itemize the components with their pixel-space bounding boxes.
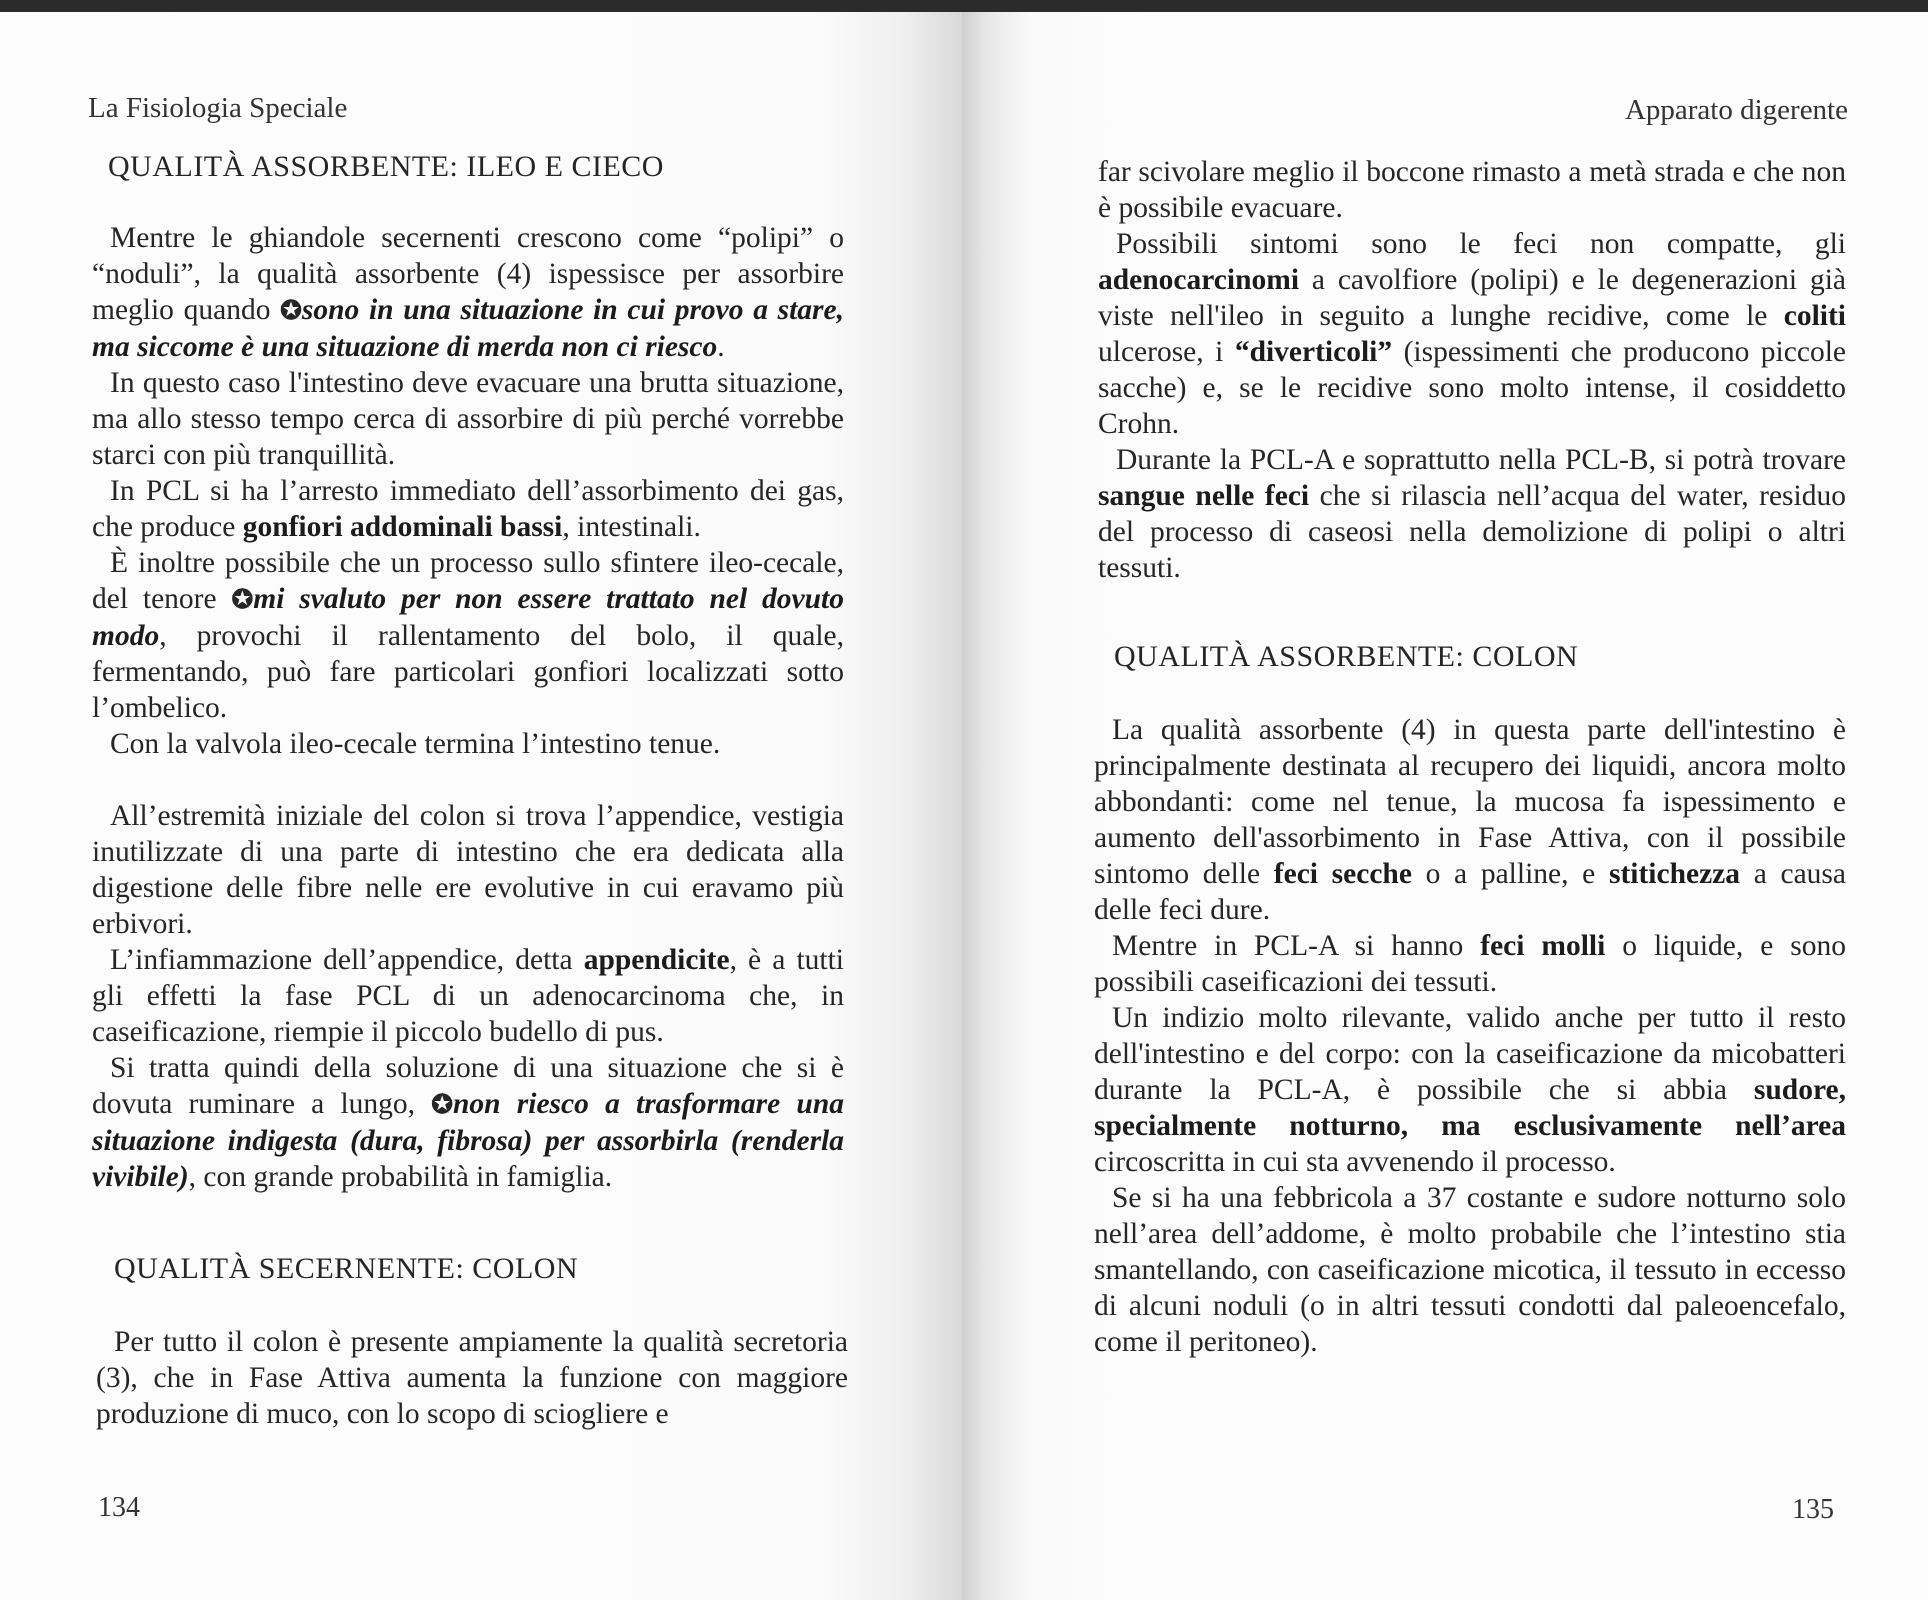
- text-run: Un indizio molto rilevante, valido anche per tutto il resto dell'intestino e del corpo: con la caseificazione da micobatteri durante la PCL-A, è possibile che si abbia: [1094, 1002, 1846, 1106]
- text-run: .: [717, 331, 725, 363]
- section-body-absorbent-ileum: [92, 220, 844, 1195]
- text-run: È inoltre possibile che un processo sullo sfintere ileo-cecale, del tenore: [92, 547, 844, 615]
- text-run: ulcerose, i: [1098, 336, 1235, 368]
- text-run: L’infiammazione dell’appendice, detta: [110, 944, 584, 976]
- page-number-left: 134: [98, 1492, 140, 1523]
- text-run: Mentre in PCL-A si hanno: [1112, 930, 1481, 962]
- paragraph: Per tutto il colon è presente ampiamente la qualità secretoria (3), che in Fase Attiva aumenta la funzione con maggiore produzione di muco, con lo scopo di sciogliere e: [96, 1326, 848, 1430]
- bold-term: gonfiori addominali bassi: [242, 511, 563, 543]
- bold-term: stitichezza: [1608, 858, 1741, 890]
- bold-term: sangue nelle feci: [1098, 480, 1310, 512]
- scan-top-edge: [0, 0, 1928, 12]
- running-head-left: La Fisiologia Speciale: [88, 92, 348, 124]
- paragraph: [1094, 928, 1846, 1000]
- text-run: che si rilascia nell’acqua del water, residuo del processo di caseosi nella demolizione di polipi o altri tessuti.: [1098, 480, 1846, 584]
- left-page: [0, 12, 962, 1600]
- dhs-marker-icon: ✪: [280, 296, 302, 325]
- paragraph: [1098, 442, 1846, 586]
- text-run: a cavolfiore (polipi) e le degenerazioni già viste nell'ileo in seguito a lunghe recidive, come le: [1098, 264, 1846, 332]
- paragraph: [1094, 1000, 1846, 1180]
- paragraph: [92, 1050, 844, 1195]
- bold-term: coliti: [1783, 300, 1846, 332]
- text-run: , provochi il rallentamento del bolo, il quale, fermentando, può fare particolari gonfiori localizzati sotto l’ombelico.: [92, 620, 844, 724]
- emphasis-text: sono in una situazione in cui provo a stare, ma siccome è una situazione di merda non ci riesco: [92, 294, 844, 363]
- text-run: , con grande probabilità in famiglia.: [188, 1161, 613, 1193]
- paragraph: [92, 942, 844, 1050]
- continued-text: [1098, 154, 1846, 586]
- text-run: In PCL si ha l’arresto immediato dell’assorbimento dei gas, che produce: [92, 475, 844, 543]
- text-run: o a palline, e: [1411, 858, 1609, 890]
- text-run: La qualità assorbente (4) in questa parte dell'intestino è principalmente destinata al recupero dei liquidi, ancora molto abbondanti: come nel tenue, la mucosa fa ispessimento e aumento dell'assorbimento in Fase Attiva, con il possibile sintomo delle: [1094, 714, 1846, 890]
- text-run: , intestinali.: [562, 511, 701, 543]
- text-run: Si tratta quindi della soluzione di una situazione che si è dovuta ruminare a lungo,: [92, 1052, 844, 1120]
- bold-term: feci secche: [1273, 858, 1412, 890]
- text-run: circoscritta in cui sta avvenendo il processo.: [1094, 1146, 1616, 1178]
- paragraph: [1098, 226, 1846, 442]
- section-body-absorbent-colon: [1094, 712, 1846, 1360]
- bold-term: adenocarcinomi: [1098, 264, 1300, 296]
- paragraph: [1094, 712, 1846, 928]
- text-run: Durante la PCL-A e soprattutto nella PCL-B, si potrà trovare: [1116, 444, 1846, 476]
- section-title-secernent-colon: QUALITÀ SECERNENTE: COLON: [114, 1252, 579, 1285]
- bold-term: “diverticoli”: [1234, 336, 1393, 368]
- text-run: (ispessimenti che producono piccole sacche) e, se le recidive sono molto intense, il cosiddetto Crohn.: [1098, 336, 1846, 440]
- emphasis-text: mi svaluto per non essere trattato nel dovuto modo: [92, 583, 844, 652]
- paragraph: All’estremità iniziale del colon si trova l’appendice, vestigia inutilizzate di una parte di intestino che era dedicata alla digestione delle fibre nelle ere evolutive in cui eravamo più erbivori.: [92, 800, 844, 940]
- text-run: o liquide, e sono possibili caseificazioni dei tessuti.: [1094, 930, 1846, 998]
- paragraph: [92, 545, 844, 726]
- paragraph: In questo caso l'intestino deve evacuare una brutta situazione, ma allo stesso tempo cerca di assorbire di più perché vorrebbe starci con più tranquillità.: [92, 367, 844, 471]
- bold-term: feci molli: [1480, 930, 1606, 962]
- text-run: Possibili sintomi sono le feci non compatte, gli: [1116, 228, 1846, 260]
- paragraph: Se si ha una febbricola a 37 costante e sudore notturno solo nell’area dell’addome, è molto probabile che l’intestino stia smantellando, con caseificazione micotica, il tessuto in eccesso di alcuni noduli (o in altri tessuti condotti dal paleoencefalo, come il peritoneo).: [1094, 1182, 1846, 1358]
- emphasis-text: non riesco a trasformare una situazione indigesta (dura, fibrosa) per assorbirla (renderla vivibile): [92, 1088, 844, 1193]
- page-number-right: 135: [1792, 1494, 1834, 1525]
- right-page: [962, 12, 1928, 1600]
- dhs-marker-icon: ✪: [431, 1090, 454, 1119]
- text-run: Mentre le ghiandole secernenti crescono come “polipi” o “noduli”, la qualità assorbente (4) ispessisce per assorbire meglio quando: [92, 222, 844, 326]
- section-title-absorbent-colon: QUALITÀ ASSORBENTE: COLON: [1114, 640, 1579, 673]
- running-head-right: Apparato digerente: [1624, 94, 1848, 126]
- bold-term: appendicite: [583, 944, 730, 976]
- paragraph: Con la valvola ileo-cecale termina l’intestino tenue.: [110, 728, 721, 760]
- section-body-secernent-colon: [96, 1324, 848, 1432]
- bold-term: sudore, specialmente notturno, ma esclusivamente nell’area: [1094, 1074, 1846, 1142]
- text-run: a causa delle feci dure.: [1094, 858, 1847, 926]
- paragraph: [92, 220, 844, 365]
- paragraph: [92, 473, 844, 545]
- section-title-absorbent-ileum: QUALITÀ ASSORBENTE: ILEO E CIECO: [108, 150, 664, 183]
- text-run: , è a tutti gli effetti la fase PCL di un adenocarcinoma che, in caseificazione, riempie il piccolo budello di pus.: [92, 944, 844, 1048]
- dhs-marker-icon: ✪: [231, 585, 254, 614]
- paragraph: far scivolare meglio il boccone rimasto a metà strada e che non è possibile evacuare.: [1098, 156, 1846, 224]
